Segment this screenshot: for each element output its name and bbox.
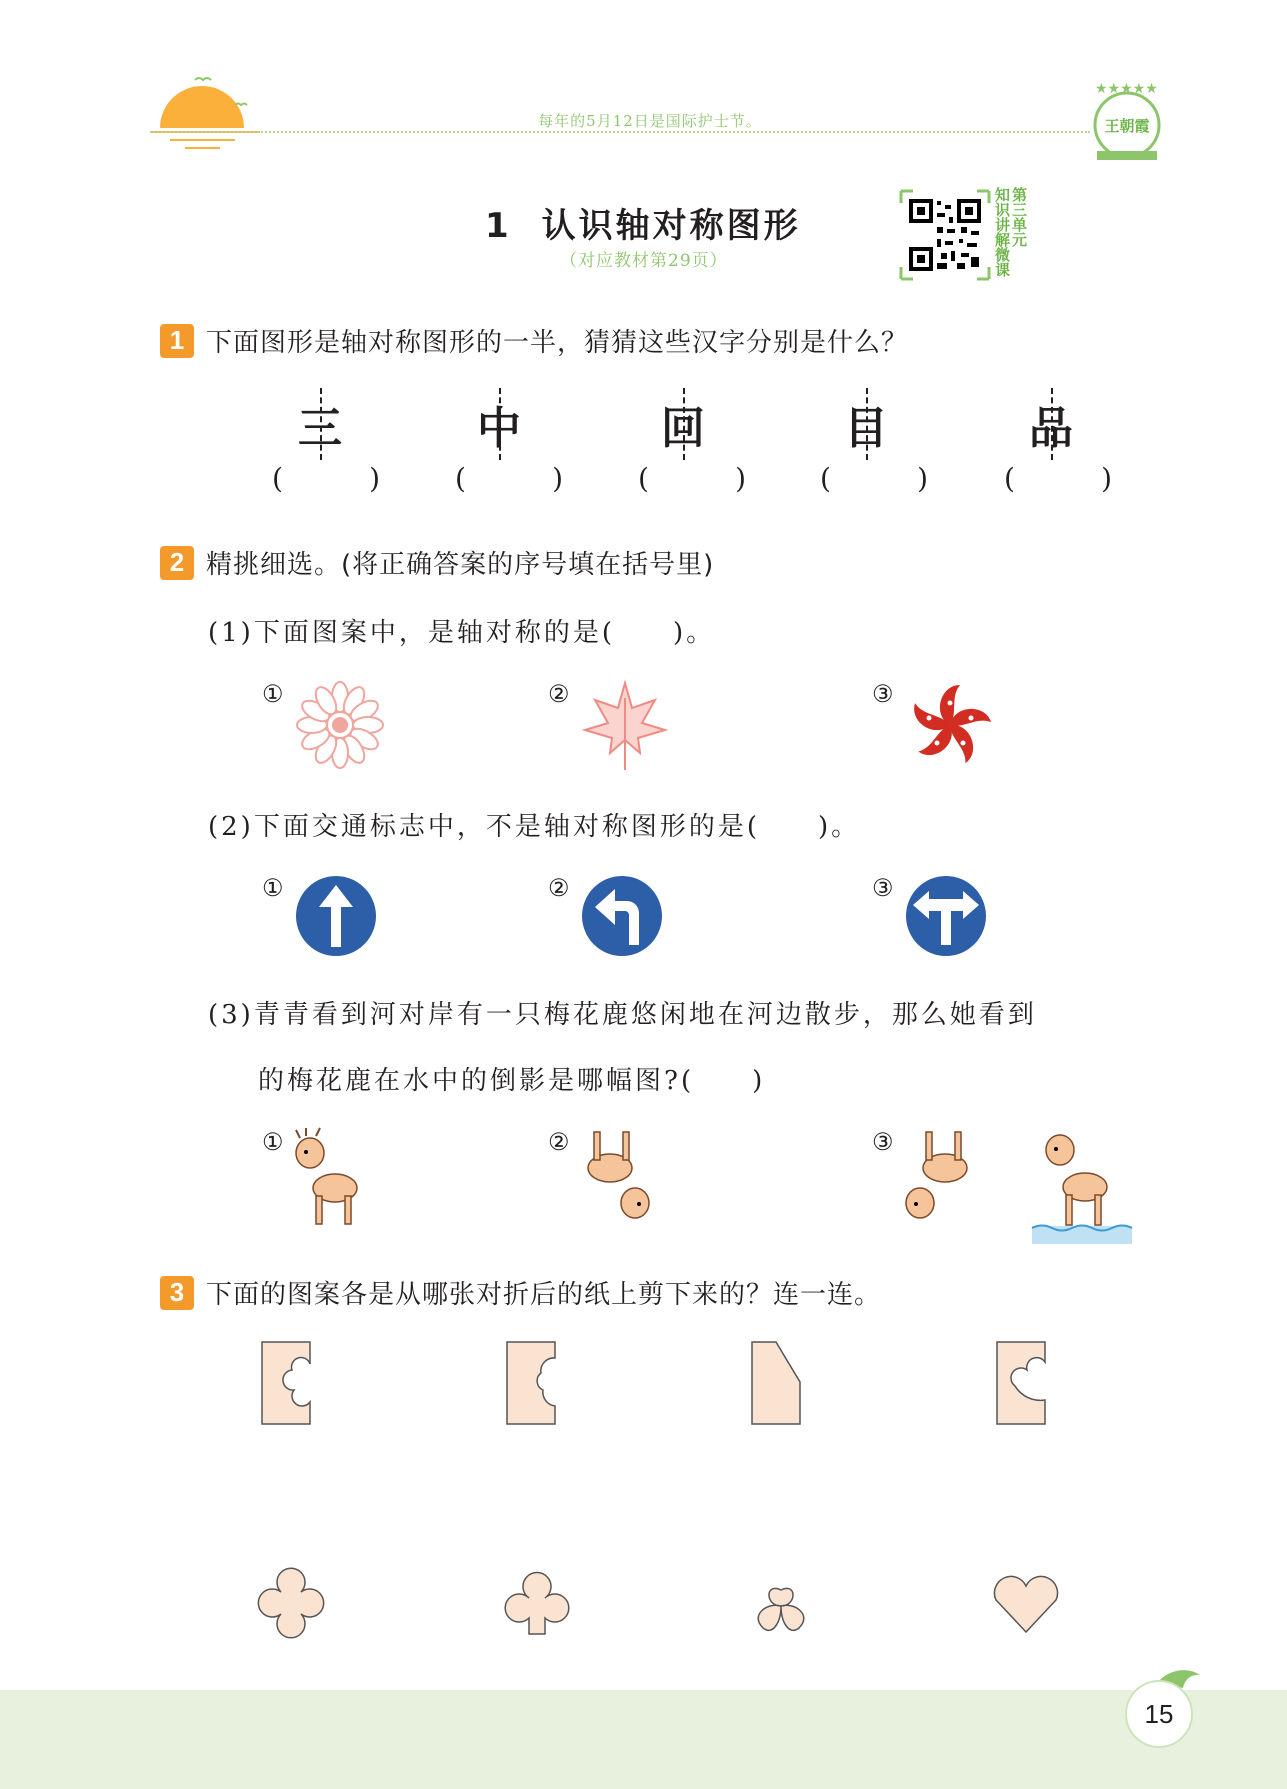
qr-caption-char: 讲 bbox=[995, 216, 1011, 234]
symmetry-axis bbox=[866, 388, 868, 460]
folded-paper-2[interactable] bbox=[505, 1340, 557, 1426]
maple-leaf-icon bbox=[580, 678, 670, 773]
paren-close: ) bbox=[369, 462, 380, 495]
header-note: 每年的5月12日是国际护士节。 bbox=[538, 112, 762, 130]
option-label: ② bbox=[548, 874, 570, 902]
half-glyph-text: 品 bbox=[1029, 403, 1073, 454]
qr-code-icon[interactable] bbox=[905, 195, 985, 275]
footer-band bbox=[0, 1690, 1287, 1789]
page-number: 15 bbox=[1125, 1680, 1193, 1748]
question-2: (2)下面交通标志中，不是轴对称图形的是( )。 bbox=[208, 812, 861, 842]
half-glyph-text: 中 bbox=[477, 403, 521, 454]
left-turn-sign-icon bbox=[581, 875, 663, 957]
answer-blank[interactable] bbox=[820, 462, 928, 495]
answer-blank[interactable] bbox=[455, 462, 563, 495]
svg-text:王朝霞: 王朝霞 bbox=[1104, 117, 1150, 135]
deer-by-river-icon bbox=[1030, 1122, 1135, 1247]
qr-caption-char: 微 bbox=[995, 246, 1011, 264]
lesson-title: 认识轴对称图形 bbox=[541, 206, 801, 246]
option-label: ③ bbox=[872, 874, 894, 902]
straight-arrow-sign-icon bbox=[295, 875, 377, 957]
paren-open: ( bbox=[820, 462, 831, 495]
lesson-subtitle: （对应教材第29页） bbox=[560, 251, 728, 271]
qr-caption-char: 课 bbox=[995, 261, 1011, 279]
half-glyph bbox=[1017, 392, 1073, 454]
brand-logo-icon bbox=[1085, 75, 1170, 165]
qr-caption-char: 第 bbox=[1012, 186, 1028, 204]
folded-paper-1[interactable] bbox=[260, 1340, 312, 1426]
flower-pattern-icon bbox=[295, 680, 385, 770]
option-label: ② bbox=[548, 1128, 570, 1156]
bauhinia-icon bbox=[905, 680, 995, 770]
paren-open: ( bbox=[638, 462, 649, 495]
option-label: ① bbox=[262, 680, 284, 708]
symmetry-axis bbox=[683, 388, 685, 460]
qr-caption-col-a bbox=[995, 188, 1010, 278]
qr-caption-char: 识 bbox=[995, 201, 1011, 219]
paren-close: ) bbox=[735, 462, 746, 495]
half-glyph bbox=[832, 392, 888, 454]
option-label: ① bbox=[262, 1128, 284, 1156]
qr-caption-char: 解 bbox=[995, 231, 1011, 249]
section-3-header bbox=[160, 1274, 881, 1311]
half-glyph-text: 目 bbox=[844, 403, 888, 454]
option-label: ② bbox=[548, 680, 570, 708]
header-divider bbox=[150, 131, 1090, 133]
option-label: ③ bbox=[872, 680, 894, 708]
option-label: ① bbox=[262, 874, 284, 902]
deer-upside-down-icon bbox=[575, 1128, 655, 1228]
clover-shape[interactable] bbox=[747, 1572, 815, 1638]
qr-caption-char: 单 bbox=[1012, 216, 1028, 234]
club-shape[interactable] bbox=[504, 1568, 570, 1638]
answer-blank[interactable] bbox=[638, 462, 746, 495]
half-glyph bbox=[465, 392, 521, 454]
qr-caption bbox=[995, 188, 1027, 278]
answer-blank[interactable] bbox=[272, 462, 380, 495]
section-1-header bbox=[160, 322, 908, 359]
folded-paper-4[interactable] bbox=[995, 1340, 1047, 1426]
question-1: (1)下面图案中，是轴对称的是( )。 bbox=[208, 618, 716, 648]
deer-reflection-icon bbox=[900, 1128, 980, 1228]
half-glyph bbox=[286, 392, 342, 454]
answer-blank[interactable] bbox=[1004, 462, 1112, 495]
half-glyph bbox=[649, 392, 705, 454]
section-badge: 1 bbox=[160, 324, 194, 358]
paren-close: ) bbox=[1101, 462, 1112, 495]
half-glyph-text: 三 bbox=[298, 403, 342, 454]
qr-caption-char: 知 bbox=[995, 186, 1011, 204]
section-2-header bbox=[160, 544, 714, 581]
symmetry-axis bbox=[1051, 388, 1053, 460]
paren-close: ) bbox=[552, 462, 563, 495]
half-glyph-text: 回 bbox=[661, 403, 705, 454]
symmetry-axis bbox=[320, 388, 322, 460]
section-2-text: 精挑细选。(将正确答案的序号填在括号里) bbox=[206, 550, 715, 580]
folded-paper-3[interactable] bbox=[750, 1340, 802, 1426]
symmetry-axis bbox=[499, 388, 501, 460]
section-1-text: 下面图形是轴对称图形的一半，猜猜这些汉字分别是什么？ bbox=[206, 328, 909, 358]
left-right-turn-sign-icon bbox=[905, 875, 987, 957]
section-badge: 2 bbox=[160, 546, 194, 580]
section-badge: 3 bbox=[160, 1276, 194, 1310]
sunset-icon bbox=[150, 70, 260, 155]
cross-shape[interactable] bbox=[255, 1570, 327, 1636]
qr-caption-char: 元 bbox=[1012, 231, 1028, 249]
question-3-line-2: 的梅花鹿在水中的倒影是哪幅图?( ) bbox=[258, 1066, 766, 1096]
section-3-text: 下面的图案各是从哪张对折后的纸上剪下来的？连一连。 bbox=[206, 1280, 882, 1310]
paren-open: ( bbox=[272, 462, 283, 495]
paren-open: ( bbox=[455, 462, 466, 495]
option-label: ③ bbox=[872, 1128, 894, 1156]
lesson-number: 1 bbox=[485, 206, 512, 246]
qr-caption-char: 三 bbox=[1012, 201, 1028, 219]
paren-open: ( bbox=[1004, 462, 1015, 495]
svg-text:★★★★★: ★★★★★ bbox=[1095, 81, 1158, 97]
heart-shape[interactable] bbox=[990, 1572, 1062, 1636]
paren-close: ) bbox=[917, 462, 928, 495]
page-title bbox=[485, 198, 801, 247]
question-3-line-1: (3)青青看到河对岸有一只梅花鹿悠闲地在河边散步，那么她看到 bbox=[208, 1000, 1037, 1030]
qr-caption-col-b bbox=[1012, 188, 1027, 278]
deer-upright-icon bbox=[290, 1128, 370, 1228]
